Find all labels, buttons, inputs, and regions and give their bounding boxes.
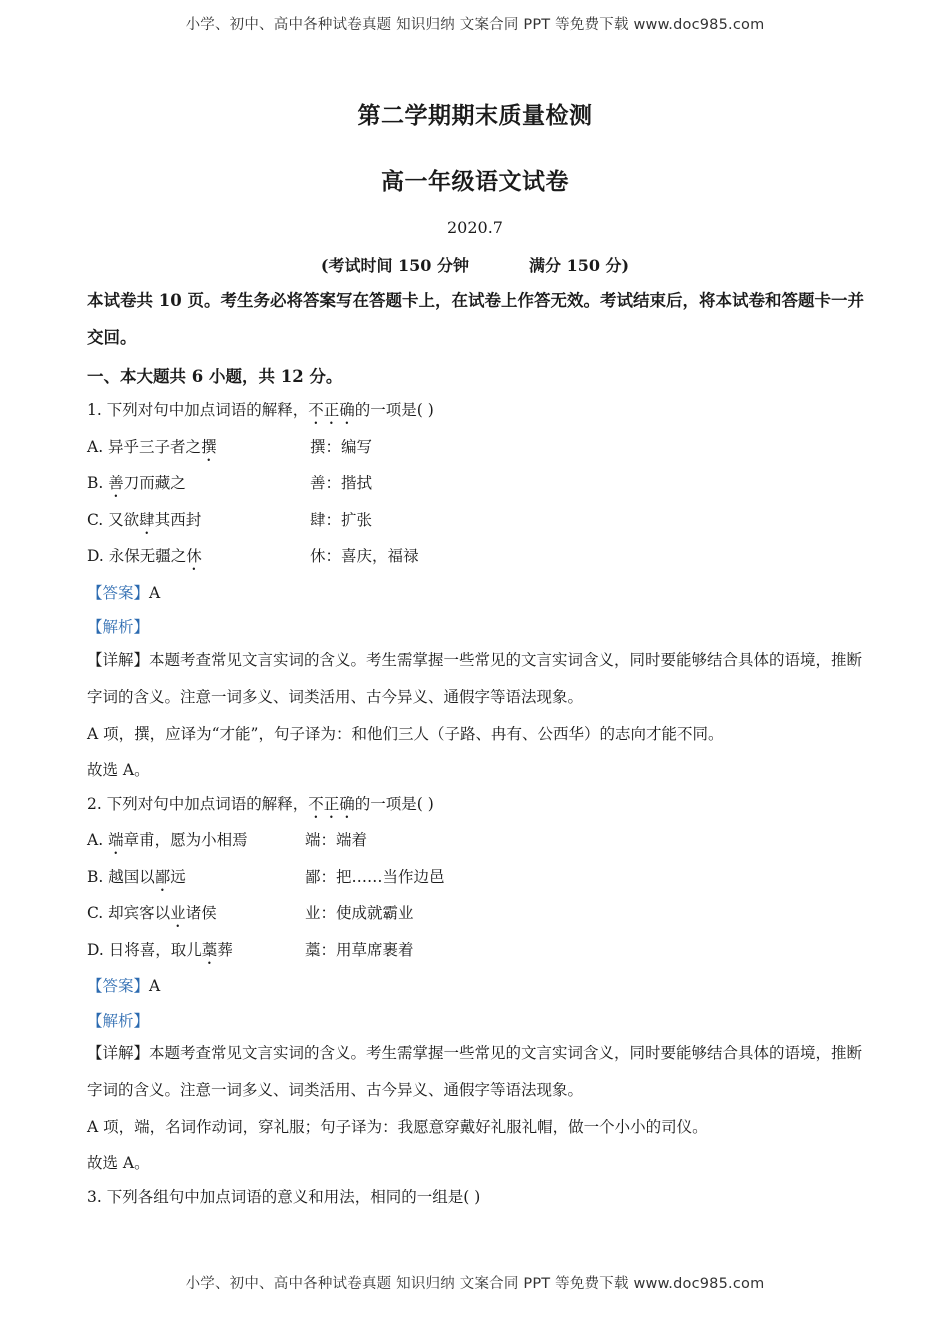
q1-answer: 【答案】A — [87, 584, 161, 602]
page-header: 小学、初中、高中各种试卷真题 知识归纳 文案合同 PPT 等免费下载 www.doc985.com — [185, 17, 765, 33]
q1-analysis-tag: 【解析】 — [87, 618, 150, 636]
q2-detail: 【详解】本题考查常见文言实词的含义。考生需掌握一些常见的文言实词含义，同时要能够结合具体的语境，推断字词的含义。注意一词多义、词类活用、古今异义、通假字等语法现象。 — [87, 1044, 863, 1099]
q2-explain: A 项，端，名词作动词，穿礼服；句子译为：我愿意穿戴好礼服礼帽，做一个小小的司仪。 — [87, 1118, 708, 1136]
question-2-stem: 2. 下列对句中加点词语的解释，不正确的一项是( ) — [87, 795, 434, 813]
exam-date: 2020.7 — [447, 218, 503, 237]
q2-option-a: A. 端章甫，愿为小相焉 — [87, 831, 248, 849]
exam-meta — [0, 253, 950, 276]
q2-option-b: B. 越国以鄙远 — [87, 868, 186, 886]
q2-conclusion: 故选 A。 — [87, 1154, 150, 1172]
full-score: 满分 150 分) — [529, 256, 630, 275]
q1-option-a: A. 异乎三子者之撰 — [87, 438, 217, 456]
q1-option-a-explanation: 撰：编写 — [310, 438, 373, 456]
q1-option-b-explanation: 善：揩拭 — [310, 474, 373, 492]
q1-explain: A 项，撰，应译为“才能”，句子译为：和他们三人（子路、冉有、公西华）的志向才能不同。 — [87, 725, 724, 743]
q2-option-c-explanation: 业：使成就霸业 — [305, 904, 414, 922]
page-footer: 小学、初中、高中各种试卷真题 知识归纳 文案合同 PPT 等免费下载 www.doc985.com — [185, 1276, 765, 1292]
emphasized-word: 不正确 — [308, 401, 355, 419]
q1-option-d-explanation: 休：喜庆，福禄 — [310, 547, 419, 565]
exam-title: 第二学期期末质量检测 — [357, 102, 593, 129]
section-heading: 一、本大题共 6 小题，共 12 分。 — [87, 367, 343, 386]
q2-analysis-tag: 【解析】 — [87, 1012, 150, 1030]
q2-option-d-explanation: 藁：用草席裹着 — [305, 941, 414, 959]
exam-notice: 本试卷共 10 页。考生务必将答案写在答题卡上，在试卷上作答无效。考试结束后，将本试卷和答题卡一并交回。 — [87, 291, 864, 347]
q1-option-d: D. 永保无疆之休 — [87, 547, 202, 565]
q1-option-b: B. 善刀而藏之 — [87, 474, 186, 492]
q1-option-c-explanation: 肆：扩张 — [310, 511, 373, 529]
q2-option-d: D. 日将喜，取儿藁葬 — [87, 941, 233, 959]
q1-conclusion: 故选 A。 — [87, 761, 150, 779]
q2-option-b-explanation: 鄙：把……当作边邑 — [305, 868, 445, 886]
emphasized-word: 不正确 — [308, 795, 355, 813]
q2-option-a-explanation: 端：端着 — [305, 831, 368, 849]
question-1-stem: 1. 下列对句中加点词语的解释，不正确的一项是( ) — [87, 401, 434, 419]
q1-detail: 【详解】本题考查常见文言实词的含义。考生需掌握一些常见的文言实词含义，同时要能够结合具体的语境，推断字词的含义。注意一词多义、词类活用、古今异义、通假字等语法现象。 — [87, 651, 863, 706]
q2-option-c: C. 却宾客以业诸侯 — [87, 904, 217, 922]
question-3-stem: 3. 下列各组句中加点词语的意义和用法，相同的一组是( ) — [87, 1188, 481, 1206]
exam-subtitle: 高一年级语文试卷 — [381, 168, 569, 195]
q1-option-c: C. 又欲肆其西封 — [87, 511, 202, 529]
q2-answer: 【答案】A — [87, 977, 161, 995]
exam-time: (考试时间 150 分钟 — [320, 256, 469, 275]
